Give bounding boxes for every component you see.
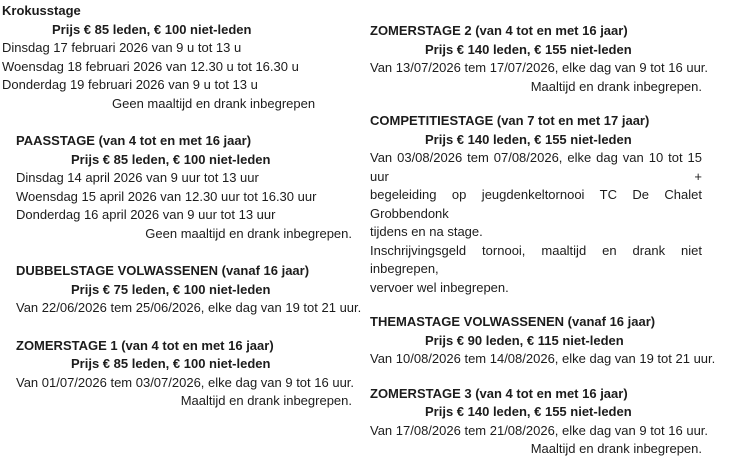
paragraph-line: begeleiding op jeugdenkeltornooi TC De Chalet Grobbendonk	[370, 187, 702, 221]
price-line: Prijs € 140 leden, € 155 niet-leden	[425, 404, 632, 419]
paragraph-line: Van 03/08/2026 tem 07/08/2026, elke dag van 10 tot 15 uur +	[370, 150, 702, 184]
left-column	[2, 2, 362, 430]
section-title: ZOMERSTAGE 3 (van 4 tot en met 16 jaar)	[370, 385, 628, 401]
price-line: Prijs € 85 leden, € 100 niet-leden	[71, 356, 271, 371]
schedule-line: Van 13/07/2026 tem 17/07/2026, elke dag van 9 tot 16 uur.	[370, 60, 709, 75]
schedule-line: Van 01/07/2026 tem 03/07/2026, elke dag van 9 tot 16 uur.	[16, 374, 355, 390]
right-column	[370, 22, 716, 475]
schedule-line: Donderdag 16 april 2026 van 9 uur tot 13 uur	[16, 207, 276, 222]
section-title: ZOMERSTAGE 2 (van 4 tot en met 16 jaar)	[370, 23, 628, 38]
price-line: Prijs € 85 leden, € 100 niet-leden	[52, 21, 252, 37]
price-line: Prijs € 90 leden, € 115 niet-leden	[425, 332, 624, 348]
meal-note: Geen maaltijd en drank inbegrepen	[112, 95, 316, 111]
section-title: ZOMERSTAGE 1 (van 4 tot en met 16 jaar)	[16, 337, 274, 353]
meal-note: Geen maaltijd en drank inbegrepen.	[145, 225, 352, 241]
section-title: COMPETITIESTAGE (van 7 tot en met 17 jaar)	[370, 113, 650, 128]
price-line: Prijs € 140 leden, € 155 niet-leden	[425, 131, 632, 147]
schedule-line: Van 17/08/2026 tem 21/08/2026, elke dag van 9 tot 16 uur.	[370, 422, 709, 438]
schedule-line: Van 10/08/2026 tem 14/08/2026, elke dag van 19 tot 21 uur.	[370, 351, 716, 366]
meal-note: Maaltijd en drank inbegrepen.	[180, 393, 352, 408]
section-paasstage	[16, 132, 352, 243]
paragraph-line: tijdens en na stage.	[370, 224, 483, 239]
section-dubbelstage	[16, 262, 362, 318]
schedule-line: Dinsdag 14 april 2026 van 9 uur tot 13 uur	[16, 170, 259, 185]
meal-note: Maaltijd en drank inbegrepen.	[530, 441, 702, 456]
section-krokusstage	[2, 2, 352, 113]
schedule-line: Donderdag 19 februari 2026 van 9 u tot 13 u	[2, 77, 258, 92]
price-line: Prijs € 140 leden, € 155 niet-leden	[425, 41, 632, 57]
schedule-line: Dinsdag 17 februari 2026 van 9 u tot 13 u	[2, 40, 242, 55]
section-title: THEMASTAGE VOLWASSENEN (vanaf 16 jaar)	[370, 314, 656, 329]
section-zomerstage-2	[370, 22, 709, 96]
paragraph-line: Inschrijvingsgeld tornooi, maaltijd en drank niet inbegrepen,	[370, 242, 702, 276]
schedule-line: Van 22/06/2026 tem 25/06/2026, elke dag van 19 tot 21 uur.	[16, 300, 362, 315]
price-line: Prijs € 85 leden, € 100 niet-leden	[71, 151, 271, 167]
schedule-line: Woensdag 18 februari 2026 van 12.30 u tot 16.30 u	[2, 58, 299, 74]
section-title: DUBBELSTAGE VOLWASSENEN (vanaf 16 jaar)	[16, 263, 310, 278]
section-title: Krokusstage	[2, 3, 81, 18]
price-line: Prijs € 75 leden, € 100 niet-leden	[71, 281, 271, 297]
schedule-line: Woensdag 15 april 2026 van 12.30 uur tot 16.30 uur	[16, 188, 317, 204]
meal-note: Maaltijd en drank inbegrepen.	[530, 78, 702, 94]
section-title: PAASSTAGE (van 4 tot en met 16 jaar)	[16, 133, 252, 148]
section-themastage	[370, 313, 716, 369]
section-competitiestage	[370, 112, 702, 297]
paragraph-line: vervoer wel inbegrepen.	[370, 279, 509, 295]
section-zomerstage-1	[16, 337, 355, 411]
section-zomerstage-3	[370, 385, 709, 459]
